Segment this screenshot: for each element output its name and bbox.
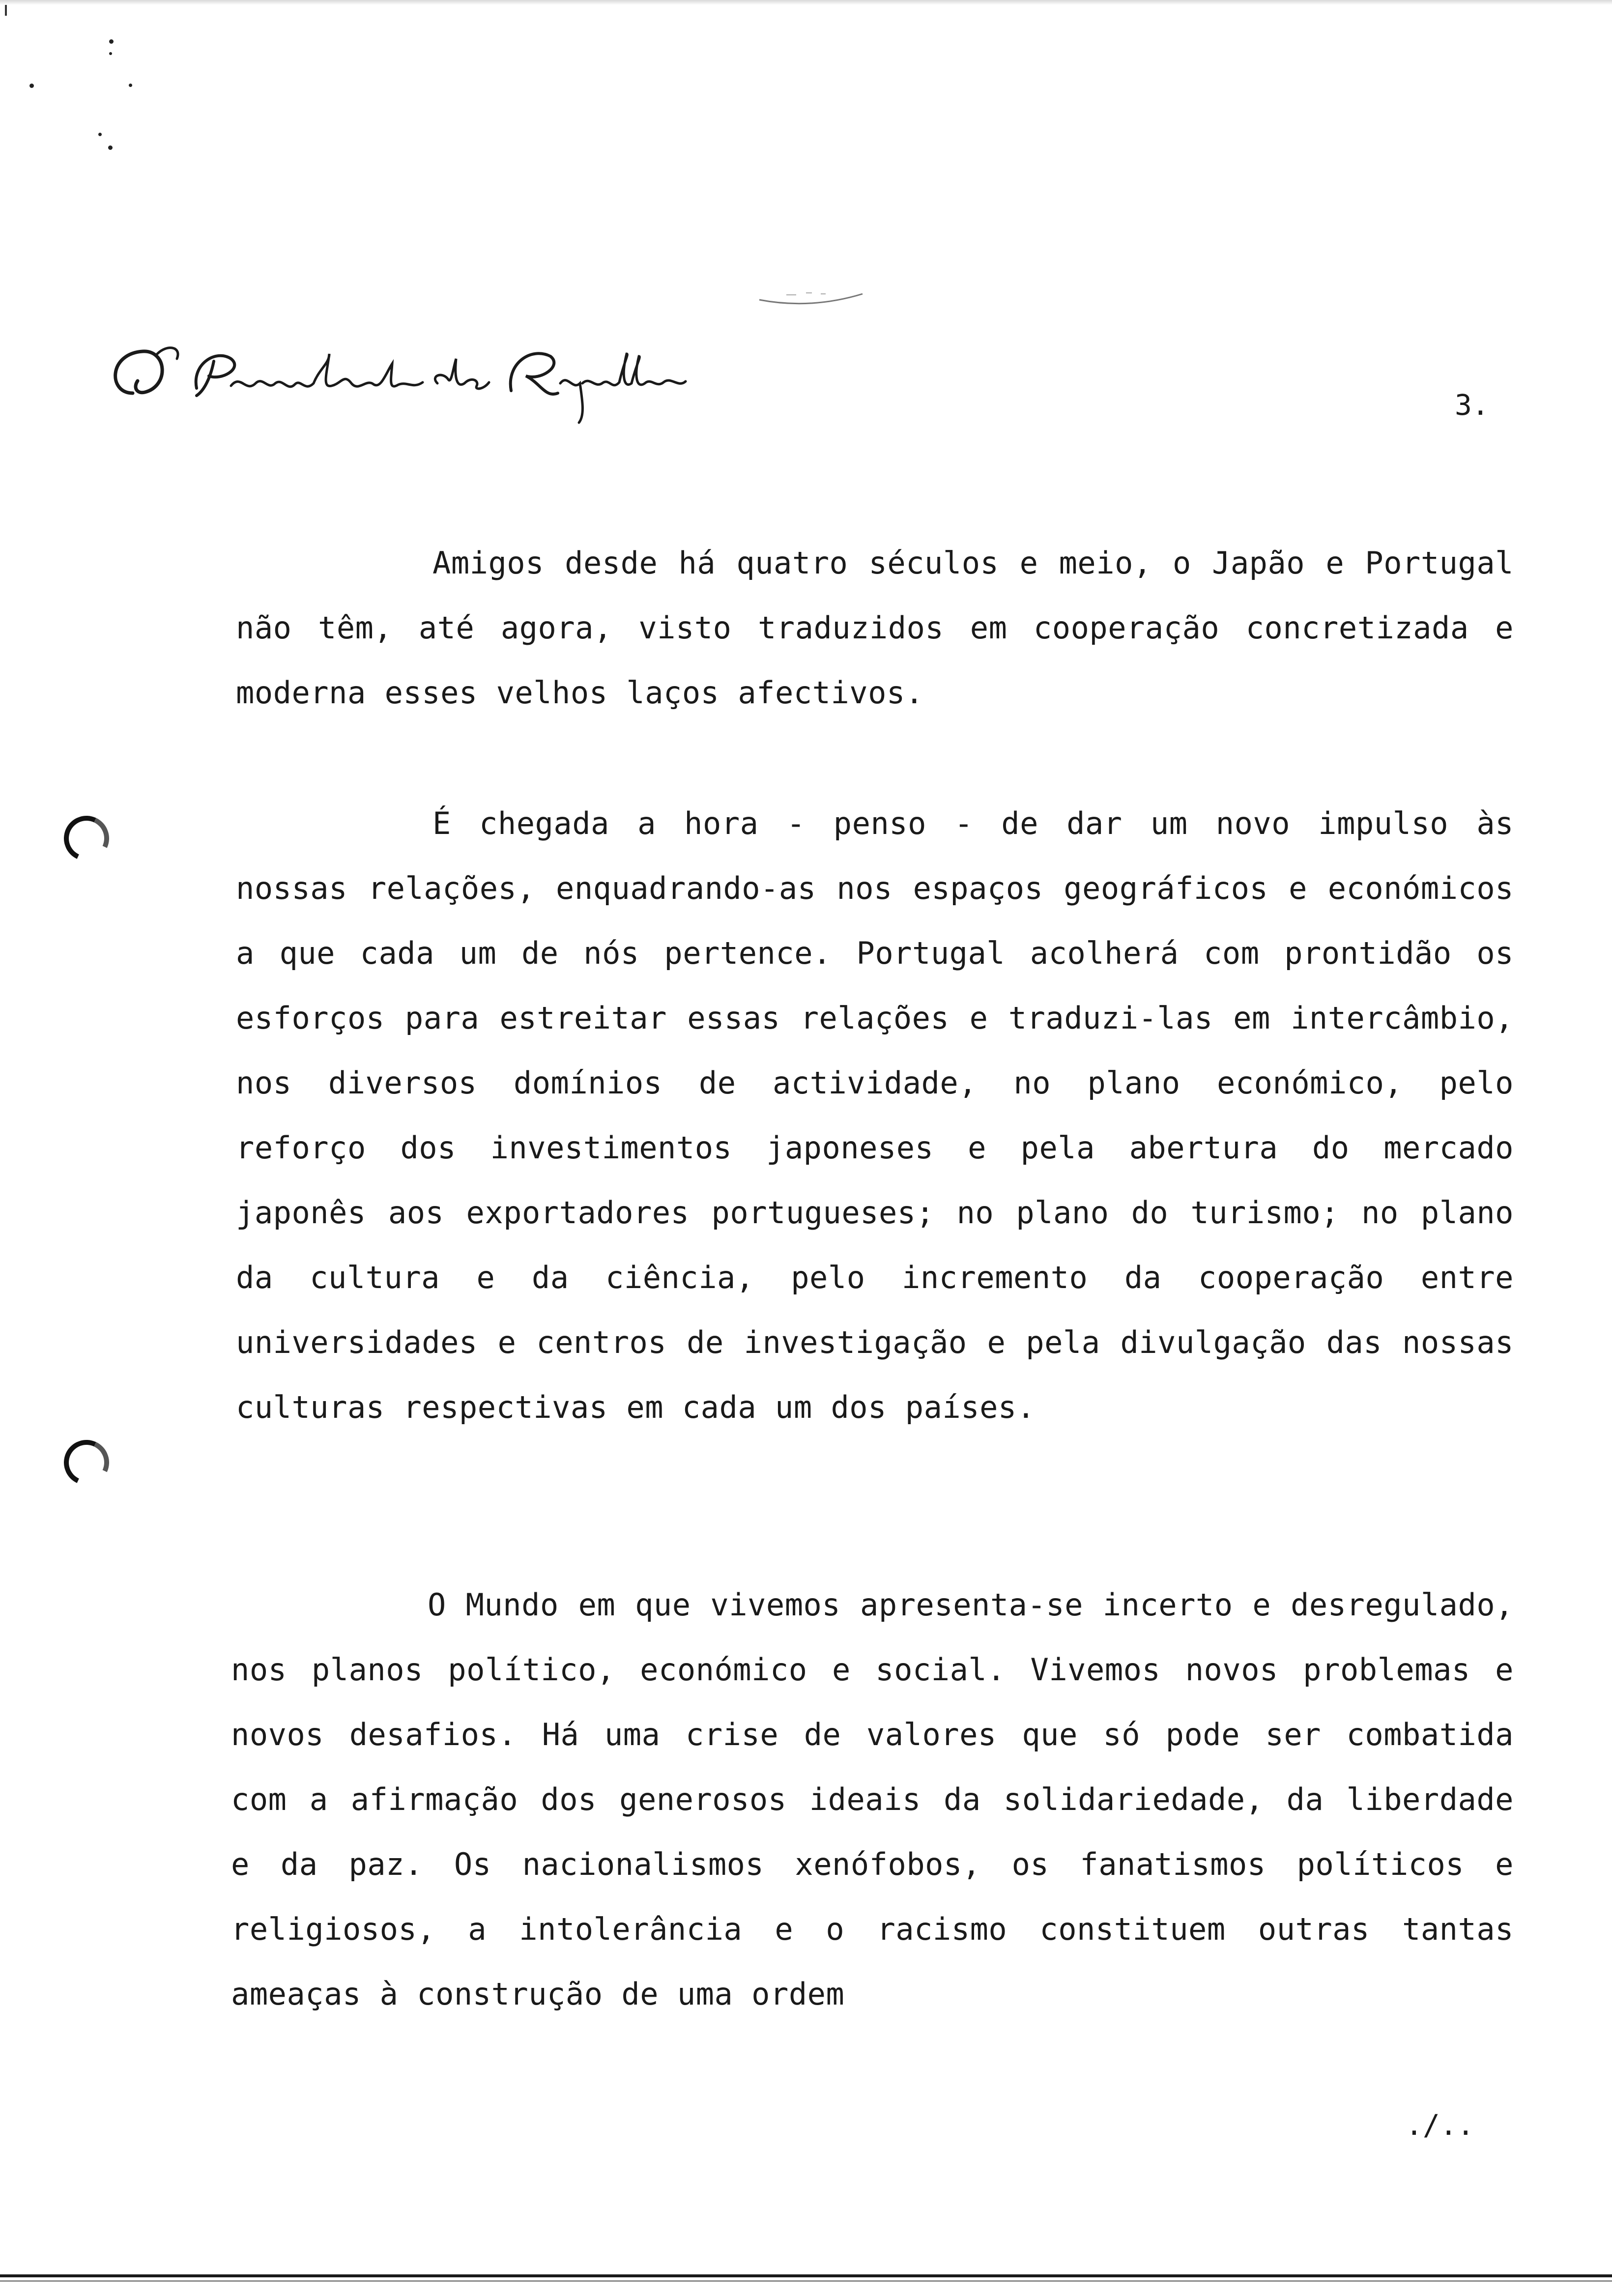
punch-hole-icon: [58, 809, 115, 867]
paragraph: Amigos desde há quatro séculos e meio, o Japão e Portugal não têm, até agora, visto traduzidos em cooperação concretizada e moderna esses velhos laços afectivos.: [236, 545, 1514, 711]
scan-mark: [5, 5, 7, 16]
page-number: 3.: [1455, 388, 1489, 422]
scan-smudge: [757, 290, 865, 310]
scan-dot: [129, 84, 132, 87]
scan-bottom-rule: [0, 2274, 1612, 2277]
paragraph: É chegada a hora - penso - de dar um novo impulso às nossas relações, enquadrando-as nos espaços geográficos e económicos a que cada um de nós pertence. Portugal acolherá com prontidão os esforços para estreitar essas relações e traduzi-las em intercâmbio, nos diversos domínios de actividade, no plano económico, pelo reforço dos investimentos japoneses e pela abertura do mercado japonês aos exportadores portugueses; no plano do turismo; no plano da cultura e da ciência, pelo incremento da cooperação entre universidades e centros de investigação e pela divulgação das nossas culturas respectivas em cada um dos países.: [236, 805, 1514, 1425]
continuation-mark: ./..: [1406, 2108, 1474, 2142]
scan-top-edge: [0, 0, 1612, 5]
letterhead-logo: [98, 334, 698, 432]
scan-dot: [109, 52, 112, 55]
scan-bottom-rule-faint: [0, 2280, 1612, 2282]
scan-dot: [108, 145, 113, 150]
paragraph: O Mundo em que vivemos apresenta-se incerto e desregulado, nos planos político, económico e social. Vivemos novos problemas e novos desafios. Há uma crise de valores que só pode ser combatida com a afirmação dos generosos ideais da solidariedade, da liberdade e da paz. Os nacionalismos xenófobos, os fanatismos políticos e religiosos, a intolerância e o racismo constituem outras tantas ameaças à construção de uma ordem: [231, 1587, 1514, 2012]
scan-dot: [98, 133, 102, 136]
punch-hole-icon: [58, 1434, 115, 1492]
scan-dot: [109, 39, 114, 44]
scan-dot: [29, 84, 34, 88]
